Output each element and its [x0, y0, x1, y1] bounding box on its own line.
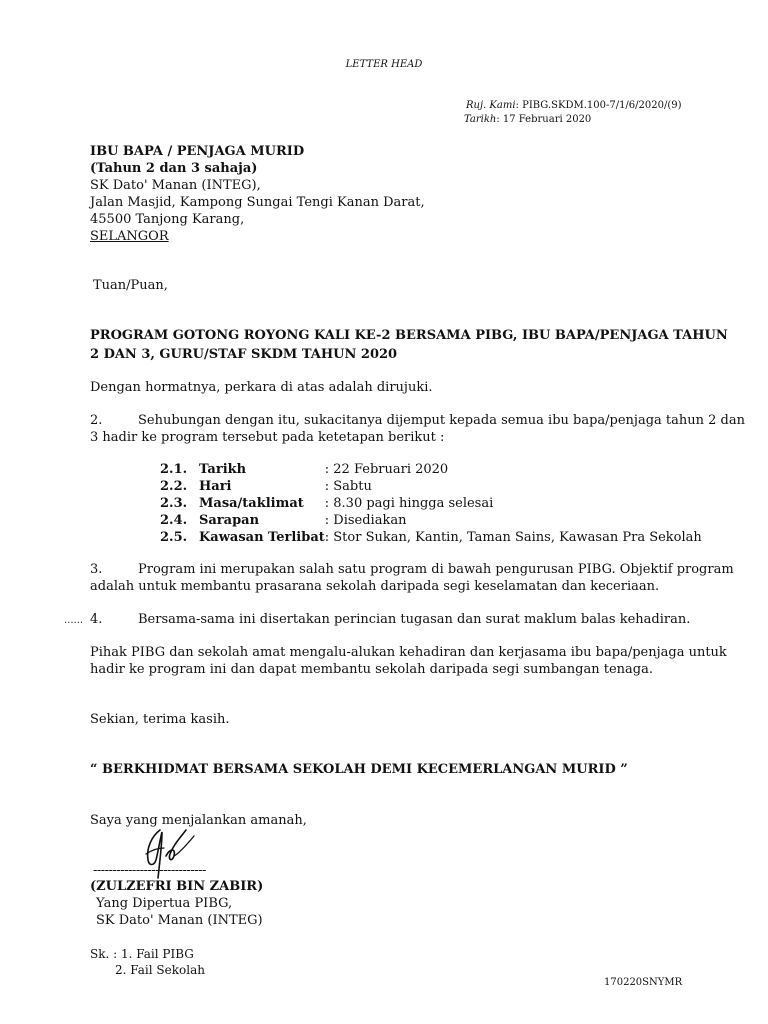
cc-label: Sk. : [90, 947, 118, 961]
closing: Sekian, terima kasih. [90, 712, 230, 727]
letterhead: LETTER HEAD [345, 59, 423, 70]
paragraph-5 [90, 644, 727, 678]
recipient-line-1: IBU BAPA / PENJAGA MURID [90, 144, 305, 159]
tarikh-label: Tarikh [464, 114, 497, 125]
paragraph-3 [90, 561, 734, 595]
signature-line: ----------------------------- [93, 863, 206, 878]
subject [90, 327, 728, 363]
subject-line-2: 2 DAN 3, GURU/STAF SKDM TAHUN 2020 [90, 347, 398, 362]
paragraph-2-number: 2. [90, 413, 103, 428]
recipient-address [90, 143, 425, 245]
detail-row [160, 478, 702, 495]
recipient-line-2: (Tahun 2 dan 3 sahaja) [90, 161, 258, 176]
detail-value: : Sabtu [324, 479, 372, 494]
signer-org: SK Dato' Manan (INTEG) [96, 913, 263, 928]
detail-row [160, 529, 702, 546]
ruj-label: Ruj. Kami [466, 100, 516, 111]
detail-value: : Stor Sukan, Kantin, Taman Sains, Kawasan Pra Sekolah [324, 530, 702, 545]
detail-label: Sarapan [199, 513, 260, 528]
tarikh-value: : 17 Februari 2020 [496, 114, 592, 125]
detail-value: : Disediakan [324, 513, 407, 528]
paragraph-5-line-1: Pihak PIBG dan sekolah amat mengalu-alukan kehadiran dan kerjasama ibu bapa/penjaga untuk [90, 645, 727, 660]
detail-label: Hari [199, 479, 232, 494]
reference-ruj [466, 99, 682, 113]
detail-row [160, 461, 702, 478]
motto: “ BERKHIDMAT BERSAMA SEKOLAH DEMI KECEMERLANGAN MURID ” [90, 762, 628, 777]
detail-number: 2.1. [160, 462, 188, 477]
salutation: Tuan/Puan, [93, 278, 168, 293]
signer-title: Yang Dipertua PIBG, [96, 896, 233, 911]
document-code: 170220SNYMR [604, 977, 683, 988]
detail-number: 2.5. [160, 530, 188, 545]
cc-item-2: 2. Fail Sekolah [115, 963, 205, 977]
detail-row [160, 512, 702, 529]
paragraph-4-number: 4. [90, 612, 103, 627]
signer-block [90, 878, 263, 929]
ruj-value: : PIBG.SKDM.100-7/1/6/2020/(9) [515, 100, 682, 111]
details-table [160, 461, 702, 546]
recipient-line-3: SK Dato' Manan (INTEG), [90, 178, 261, 193]
recipient-line-4: Jalan Masjid, Kampong Sungai Tengi Kanan Darat, [90, 195, 425, 210]
cc-list [90, 946, 205, 978]
paragraph-4-text: Bersama-sama ini disertakan perincian tugasan dan surat maklum balas kehadiran. [138, 612, 691, 627]
signer-name: (ZULZEFRI BIN ZABIR) [90, 879, 264, 894]
paragraph-3-number: 3. [90, 562, 103, 577]
detail-number: 2.4. [160, 513, 188, 528]
detail-row [160, 495, 702, 512]
paragraph-2-line-1: Sehubungan dengan itu, sukacitanya dijemput kepada semua ibu bapa/penjaga tahun 2 dan [138, 413, 745, 428]
detail-number: 2.2. [160, 479, 188, 494]
detail-label: Masa/taklimat [199, 496, 304, 511]
paragraph-4 [64, 611, 690, 628]
detail-label: Tarikh [199, 462, 247, 477]
reference-tarikh [464, 113, 591, 127]
paragraph-2 [90, 412, 745, 446]
intro-paragraph: Dengan hormatnya, perkara di atas adalah dirujuki. [90, 380, 433, 395]
paragraph-4-dots: ...... [64, 615, 84, 626]
paragraph-3-line-2: adalah untuk membantu prasarana sekolah daripada segi keselamatan dan keceriaan. [90, 579, 660, 594]
subject-line-1: PROGRAM GOTONG ROYONG KALI KE-2 BERSAMA PIBG, IBU BAPA/PENJAGA TAHUN [90, 328, 728, 343]
paragraph-3-line-1: Program ini merupakan salah satu program di bawah pengurusan PIBG. Objektif program [138, 562, 734, 577]
detail-value: : 8.30 pagi hingga selesai [324, 496, 494, 511]
recipient-line-6: SELANGOR [90, 229, 169, 244]
paragraph-2-line-2: 3 hadir ke program tersebut pada ketetapan berikut : [90, 430, 445, 445]
detail-value: : 22 Februari 2020 [324, 462, 449, 477]
detail-label: Kawasan Terlibat [199, 530, 325, 545]
cc-item-1: 1. Fail PIBG [121, 947, 194, 961]
recipient-line-5: 45500 Tanjong Karang, [90, 212, 245, 227]
paragraph-5-line-2: hadir ke program ini dan dapat membantu sekolah daripada segi sumbangan tenaga. [90, 662, 653, 677]
detail-number: 2.3. [160, 496, 188, 511]
amanah-line: Saya yang menjalankan amanah, [90, 813, 307, 828]
